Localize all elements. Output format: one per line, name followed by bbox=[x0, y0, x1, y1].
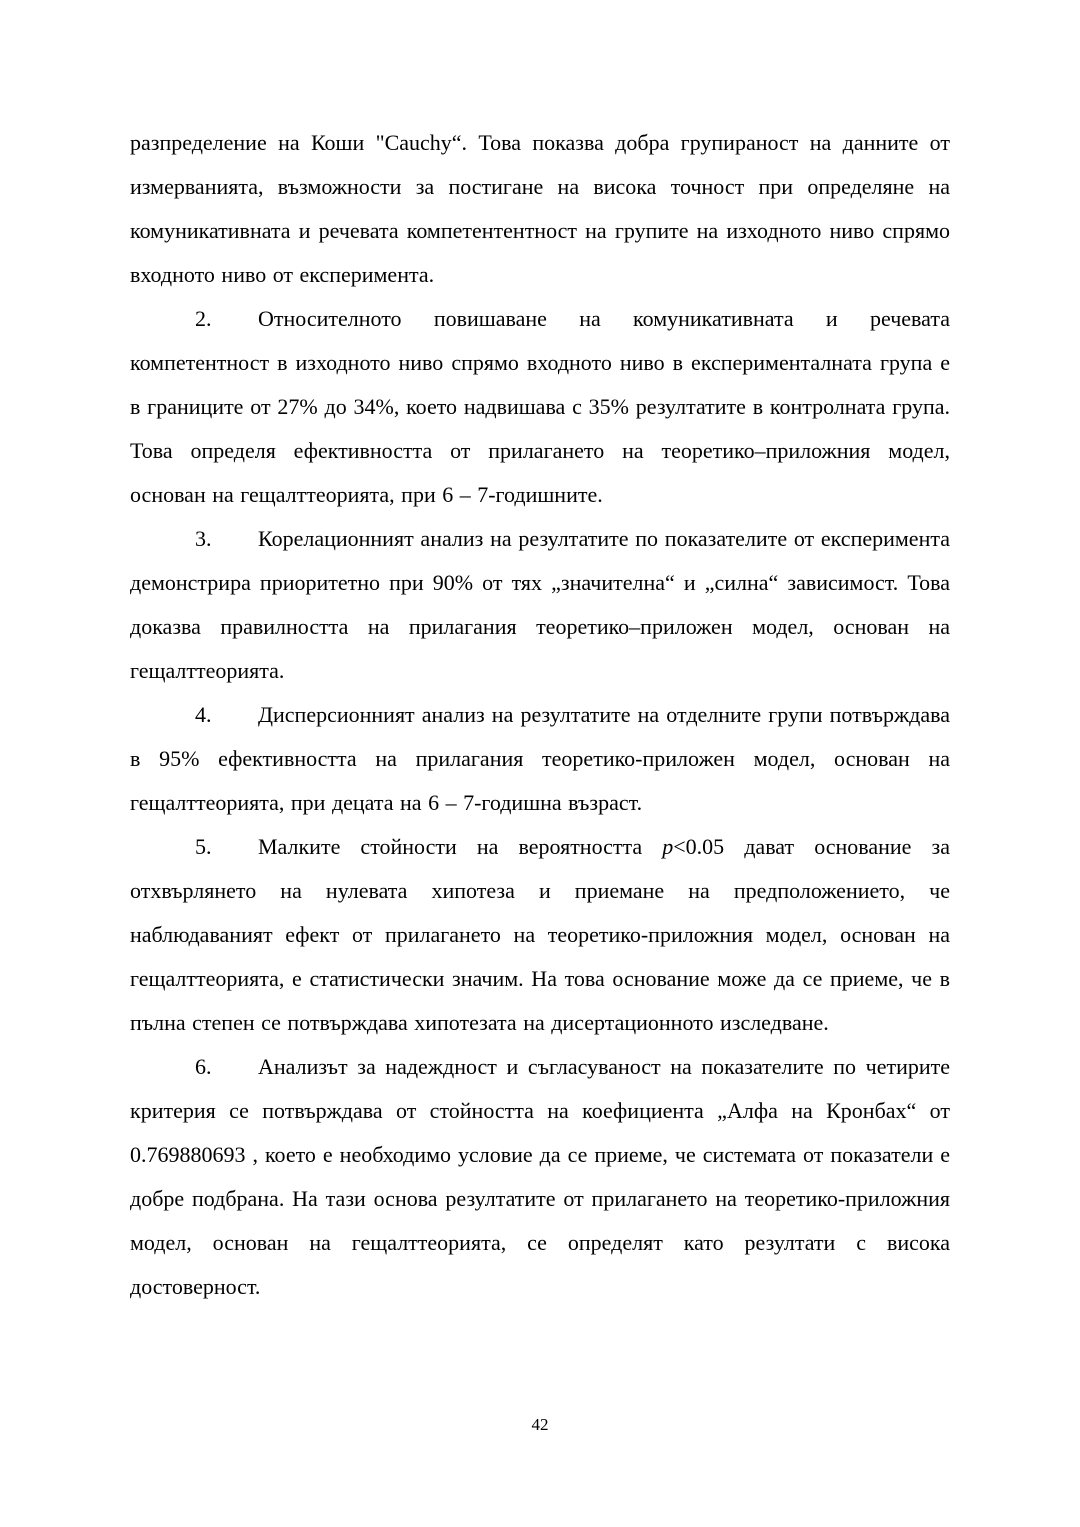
paragraph bbox=[130, 517, 950, 693]
page-number: 42 bbox=[531, 1415, 549, 1434]
text-run: Анализът за надеждност и съгласуваност на показателите по четирите критерия се потвърждава от стойността на коефициента „Алфа на Кронбах“ от 0.769880693 , което е необходимо условие да се приеме, че системата от показатели е добре подбрана. На тази основа резултатите от прилагането на теоретико-приложния модел, основан на гещалттеорията, се определят като резултати с висока достоверност. bbox=[130, 1054, 950, 1299]
paragraph-number: 6. bbox=[195, 1054, 212, 1079]
paragraph bbox=[130, 693, 950, 825]
paragraph bbox=[130, 825, 950, 1045]
paragraph bbox=[130, 297, 950, 517]
text-run: <0.05 дават основание за отхвърлянето на нулевата хипотеза и приемане на предположението, че наблюдаваният ефект от прилагането на теоретико-приложния модел, основан на гещалттеорията, е статистически значим. На това основание може да се приеме, че в пълна степен се потвърждава хипотезата на дисертационното изследване. bbox=[130, 834, 950, 1035]
paragraph-number: 4. bbox=[195, 702, 212, 727]
text-run: Корелационният анализ на резултатите по показателите от експеримента демонстрира приоритетно при 90% от тях „значителна“ и „силна“ зависимост. Това доказва правилността на прилагания теоретико–приложен модел, основан на гещалттеорията. bbox=[130, 526, 950, 683]
text-run: разпределение на Коши "Cauchy“. Това показва добра групираност на данните от измерванията, възможности за постигане на висока точност при определяне на комуникативната и речевата компетентентност на групите на изходното ниво спрямо входното ниво от експеримента. bbox=[130, 130, 950, 287]
paragraph-number: 3. bbox=[195, 526, 212, 551]
document-content bbox=[130, 121, 950, 1309]
italic-text-run: p bbox=[662, 834, 674, 859]
text-run: Дисперсионният анализ на резултатите на отделните групи потвърждава в 95% ефективността на прилагания теоретико-приложен модел, основан на гещалттеорията, при децата на 6 – 7-годишна възраст. bbox=[130, 702, 950, 815]
paragraph-number: 5. bbox=[195, 834, 212, 859]
text-run: Малките стойности на вероятността bbox=[258, 834, 663, 859]
paragraph-number: 2. bbox=[195, 306, 212, 331]
paragraphs bbox=[130, 121, 950, 1309]
paragraph bbox=[130, 1045, 950, 1309]
text-run: Относителното повишаване на комуникативната и речевата компетентност в изходното ниво спрямо входното ниво в експерименталната група е в границите от 27% до 34%, което надвишава с 35% резултатите в контролната група. Това определя ефективността от прилагането на теоретико–приложния модел, основан на гещалттеорията, при 6 – 7-годишните. bbox=[130, 306, 950, 507]
paragraph bbox=[130, 121, 950, 297]
